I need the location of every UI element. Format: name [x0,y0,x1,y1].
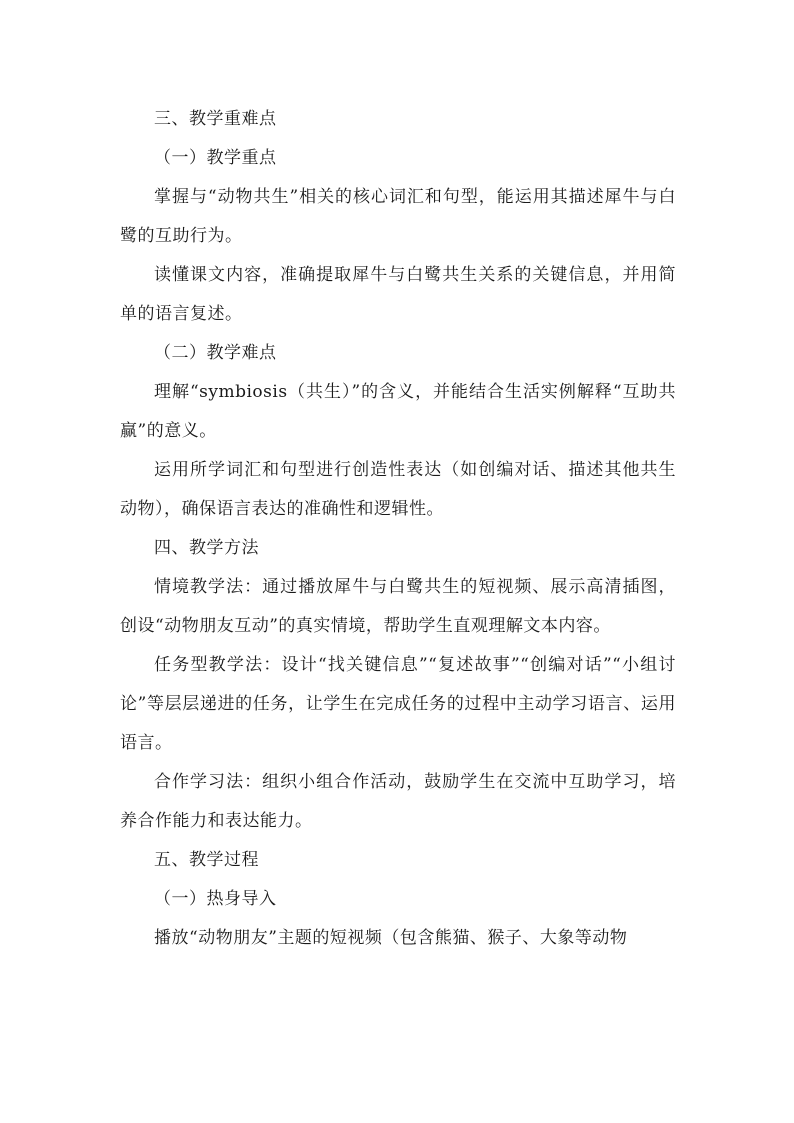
subsection-heading-key-points: （一）教学重点 [154,148,277,168]
paragraph-key-point-1: 掌握与“动物共生”相关的核心词汇和句型，能运用其描述犀牛与白鹭的互助行为。 [120,187,676,246]
paragraph-method-situational: 情境教学法：通过播放犀牛与白鹭共生的短视频、展示高清插图，创设“动物朋友互动”的真实情境，帮助学生直观理解文本内容。 [120,577,676,636]
paragraph-difficult-point-1: 理解“symbiosis（共生）”的含义，并能结合生活实例解释“互助共赢”的意义。 [120,382,676,441]
paragraph-difficult-point-2: 运用所学词汇和句型进行创造性表达（如创编对话、描述其他共生动物），确保语言表达的准确性和逻辑性。 [120,460,676,519]
section-heading-methods: 四、教学方法 [154,538,259,558]
document-body [120,100,676,958]
paragraph-method-cooperative: 合作学习法：组织小组合作活动，鼓励学生在交流中互助学习，培养合作能力和表达能力。 [120,772,676,831]
subsection-heading-difficult-points: （二）教学难点 [154,343,277,363]
paragraph-key-point-2: 读懂课文内容，准确提取犀牛与白鹭共生关系的关键信息，并用简单的语言复述。 [120,265,676,324]
paragraph-warm-up: 播放“动物朋友”主题的短视频（包含熊猫、猴子、大象等动物 [154,928,628,948]
subsection-heading-warm-up: （一）热身导入 [154,889,277,909]
section-heading-process: 五、教学过程 [154,850,259,870]
paragraph-method-task-based: 任务型教学法：设计“找关键信息”“复述故事”“创编对话”“小组讨论”等层层递进的任务，让学生在完成任务的过程中主动学习语言、运用语言。 [120,655,676,753]
section-heading-difficulties: 三、教学重难点 [154,109,277,129]
